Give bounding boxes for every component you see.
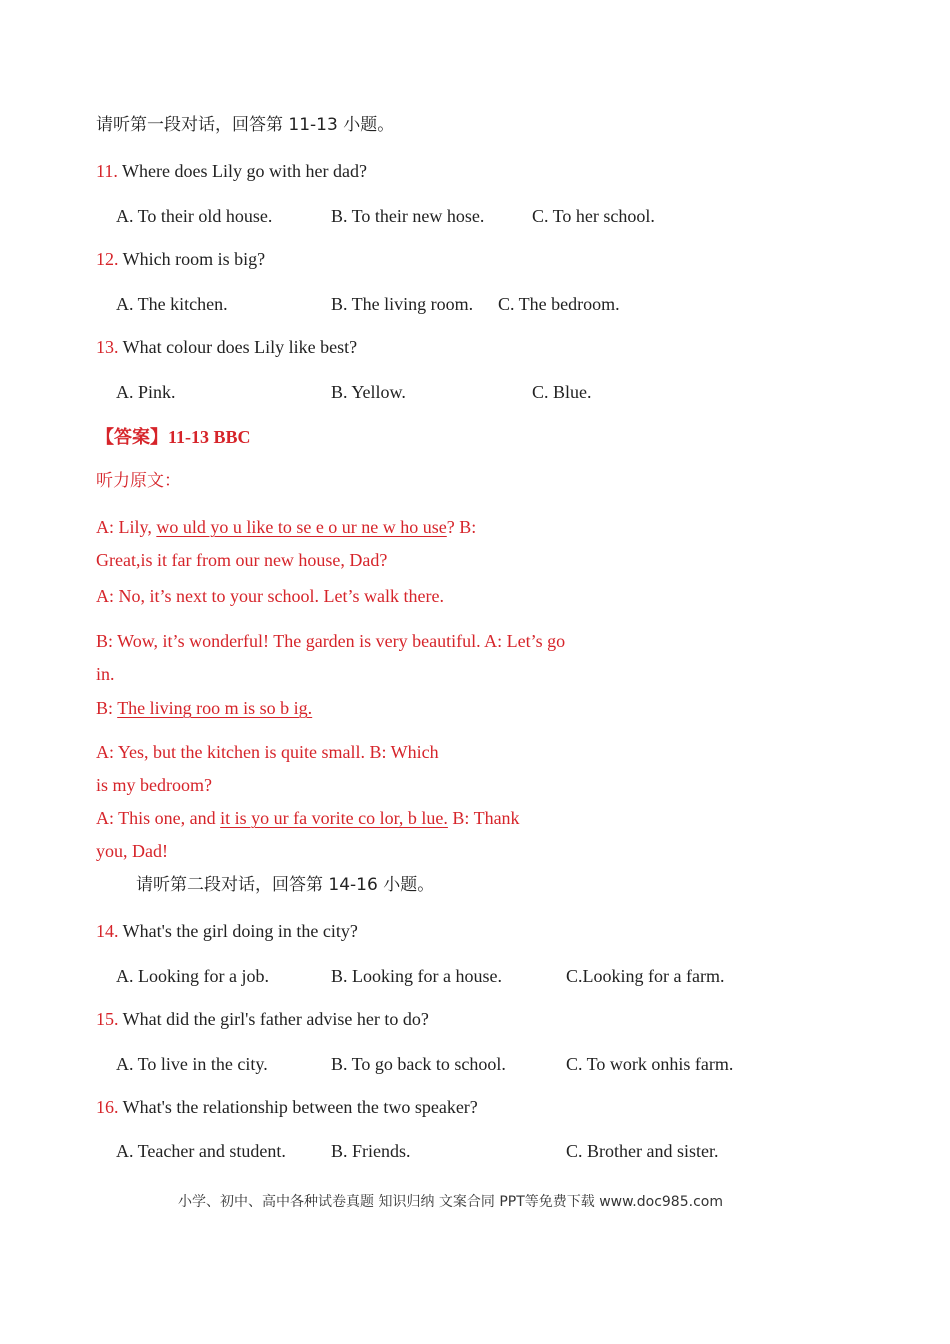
transcript-text: A: This one, and (96, 808, 221, 828)
transcript-line: is my bedroom? (96, 775, 212, 795)
option-c: C.Looking for a farm. (566, 966, 725, 986)
question-number: 15. (96, 1009, 119, 1029)
question-number: 12. (96, 249, 119, 269)
transcript-line: Great,is it far from our new house, Dad? (96, 550, 388, 570)
option-b: B. Looking for a house. (331, 966, 502, 986)
option-a: A. To live in the city. (116, 1054, 268, 1074)
question-number: 13. (96, 337, 119, 357)
section2-intro: 请听第二段对话，回答第 14-16 小题。 (136, 875, 435, 895)
question-number: 16. (96, 1097, 119, 1117)
question-15 (96, 1008, 429, 1030)
option-b: B. Yellow. (331, 382, 406, 402)
transcript-text: A: Lily, (96, 517, 157, 537)
question-text: Where does Lily go with her dad? (117, 161, 367, 181)
option-b: B. The living room. (331, 294, 474, 314)
section1-intro: 请听第一段对话，回答第 11-13 小题。 (96, 115, 395, 135)
transcript-line (96, 516, 476, 538)
option-c: C. To her school. (532, 206, 655, 226)
transcript-line: A: Yes, but the kitchen is quite small. B: Which (96, 742, 439, 762)
transcript-line: A: No, it’s next to your school. Let’s walk there. (96, 586, 444, 606)
option-c: C. The bedroom. (498, 294, 620, 314)
question-11 (96, 160, 367, 182)
option-c: C. Brother and sister. (566, 1141, 719, 1161)
question-number: 11. (96, 161, 118, 181)
option-c: C. To work onhis farm. (566, 1054, 734, 1074)
option-a: A. Looking for a job. (116, 966, 269, 986)
option-a: A. The kitchen. (116, 294, 228, 314)
transcript-line: you, Dad! (96, 841, 168, 861)
option-b: B. Friends. (331, 1141, 411, 1161)
page-footer: 小学、初中、高中各种试卷真题 知识归纳 文案合同 PPT等免费下载 www.doc985.com (178, 1194, 723, 1210)
question-text: What's the relationship between the two speaker? (118, 1097, 478, 1117)
question-text: Which room is big? (118, 249, 266, 269)
transcript-line: in. (96, 664, 115, 684)
option-c: C. Blue. (532, 382, 592, 402)
transcript-underlined: wo uld yo u like to se e o ur ne w ho use (156, 517, 447, 537)
transcript-line (96, 807, 520, 829)
option-b: B. To their new hose. (331, 206, 485, 226)
transcript-text: B: Thank (447, 808, 520, 828)
transcript-line (96, 697, 312, 719)
question-13 (96, 336, 357, 358)
transcript-line: B: Wow, it’s wonderful! The garden is very beautiful. A: Let’s go (96, 631, 566, 651)
question-12 (96, 248, 265, 270)
question-text: What's the girl doing in the city? (118, 921, 358, 941)
question-14 (96, 920, 358, 942)
option-a: A. To their old house. (116, 206, 273, 226)
option-b: B. To go back to school. (331, 1054, 506, 1074)
option-a: A. Pink. (116, 382, 176, 402)
transcript-text: ? B: (446, 517, 477, 537)
transcript-underlined: it is yo ur fa vorite co lor, b lue. (220, 808, 448, 828)
transcript-label: 听力原文： (96, 471, 181, 491)
question-text: What did the girl's father advise her to do? (118, 1009, 429, 1029)
answer-line: 【答案】11-13 BBC (96, 427, 251, 447)
transcript-underlined: The living roo m is so b ig. (117, 698, 313, 718)
question-number: 14. (96, 921, 119, 941)
option-a: A. Teacher and student. (116, 1141, 286, 1161)
question-text: What colour does Lily like best? (118, 337, 358, 357)
transcript-text: B: (96, 698, 118, 718)
question-16 (96, 1096, 478, 1118)
